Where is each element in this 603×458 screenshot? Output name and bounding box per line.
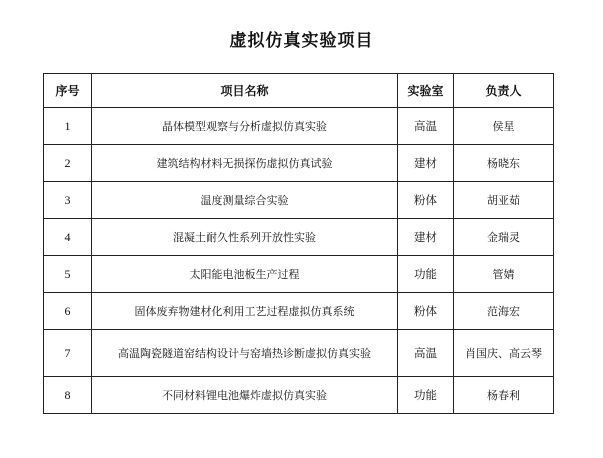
person-in-charge: 杨晓东	[454, 145, 554, 182]
table-row	[44, 108, 554, 145]
table-row	[44, 219, 554, 256]
header-lab: 实验室	[398, 74, 454, 108]
lab-name: 建材	[398, 219, 454, 256]
row-number: 6	[44, 293, 92, 330]
person-in-charge: 肖国庆、高云琴	[454, 330, 554, 377]
header-number: 序号	[44, 74, 92, 108]
lab-name: 粉体	[398, 182, 454, 219]
table-row	[44, 377, 554, 414]
row-number: 3	[44, 182, 92, 219]
lab-name: 功能	[398, 256, 454, 293]
table-row	[44, 293, 554, 330]
table-row	[44, 330, 554, 377]
header-person-in-charge: 负责人	[454, 74, 554, 108]
table-row	[44, 145, 554, 182]
lab-name: 建材	[398, 145, 454, 182]
project-name: 固体废弃物建材化利用工艺过程虚拟仿真系统	[92, 293, 398, 330]
row-number: 1	[44, 108, 92, 145]
table-header-row	[44, 74, 554, 108]
project-name: 不同材料锂电池爆炸虚拟仿真实验	[92, 377, 398, 414]
person-in-charge: 胡亚茹	[454, 182, 554, 219]
row-number: 8	[44, 377, 92, 414]
person-in-charge: 金瑞灵	[454, 219, 554, 256]
table-row	[44, 256, 554, 293]
table-row	[44, 182, 554, 219]
row-number: 4	[44, 219, 92, 256]
projects-table	[43, 73, 554, 414]
row-number: 5	[44, 256, 92, 293]
project-name: 温度测量综合实验	[92, 182, 398, 219]
person-in-charge: 管婧	[454, 256, 554, 293]
lab-name: 高温	[398, 108, 454, 145]
row-number: 2	[44, 145, 92, 182]
header-project-name: 项目名称	[92, 74, 398, 108]
project-name: 高温陶瓷隧道窑结构设计与窑墙热诊断虚拟仿真实验	[92, 330, 398, 377]
lab-name: 粉体	[398, 293, 454, 330]
lab-name: 功能	[398, 377, 454, 414]
project-name: 混凝土耐久性系列开放性实验	[92, 219, 398, 256]
project-name: 太阳能电池板生产过程	[92, 256, 398, 293]
person-in-charge: 侯星	[454, 108, 554, 145]
project-name: 晶体模型观察与分析虚拟仿真实验	[92, 108, 398, 145]
page-title: 虚拟仿真实验项目	[229, 31, 374, 51]
lab-name: 高温	[398, 330, 454, 377]
person-in-charge: 杨春利	[454, 377, 554, 414]
person-in-charge: 范海宏	[454, 293, 554, 330]
row-number: 7	[44, 330, 92, 377]
project-name: 建筑结构材料无损探伤虚拟仿真试验	[92, 145, 398, 182]
